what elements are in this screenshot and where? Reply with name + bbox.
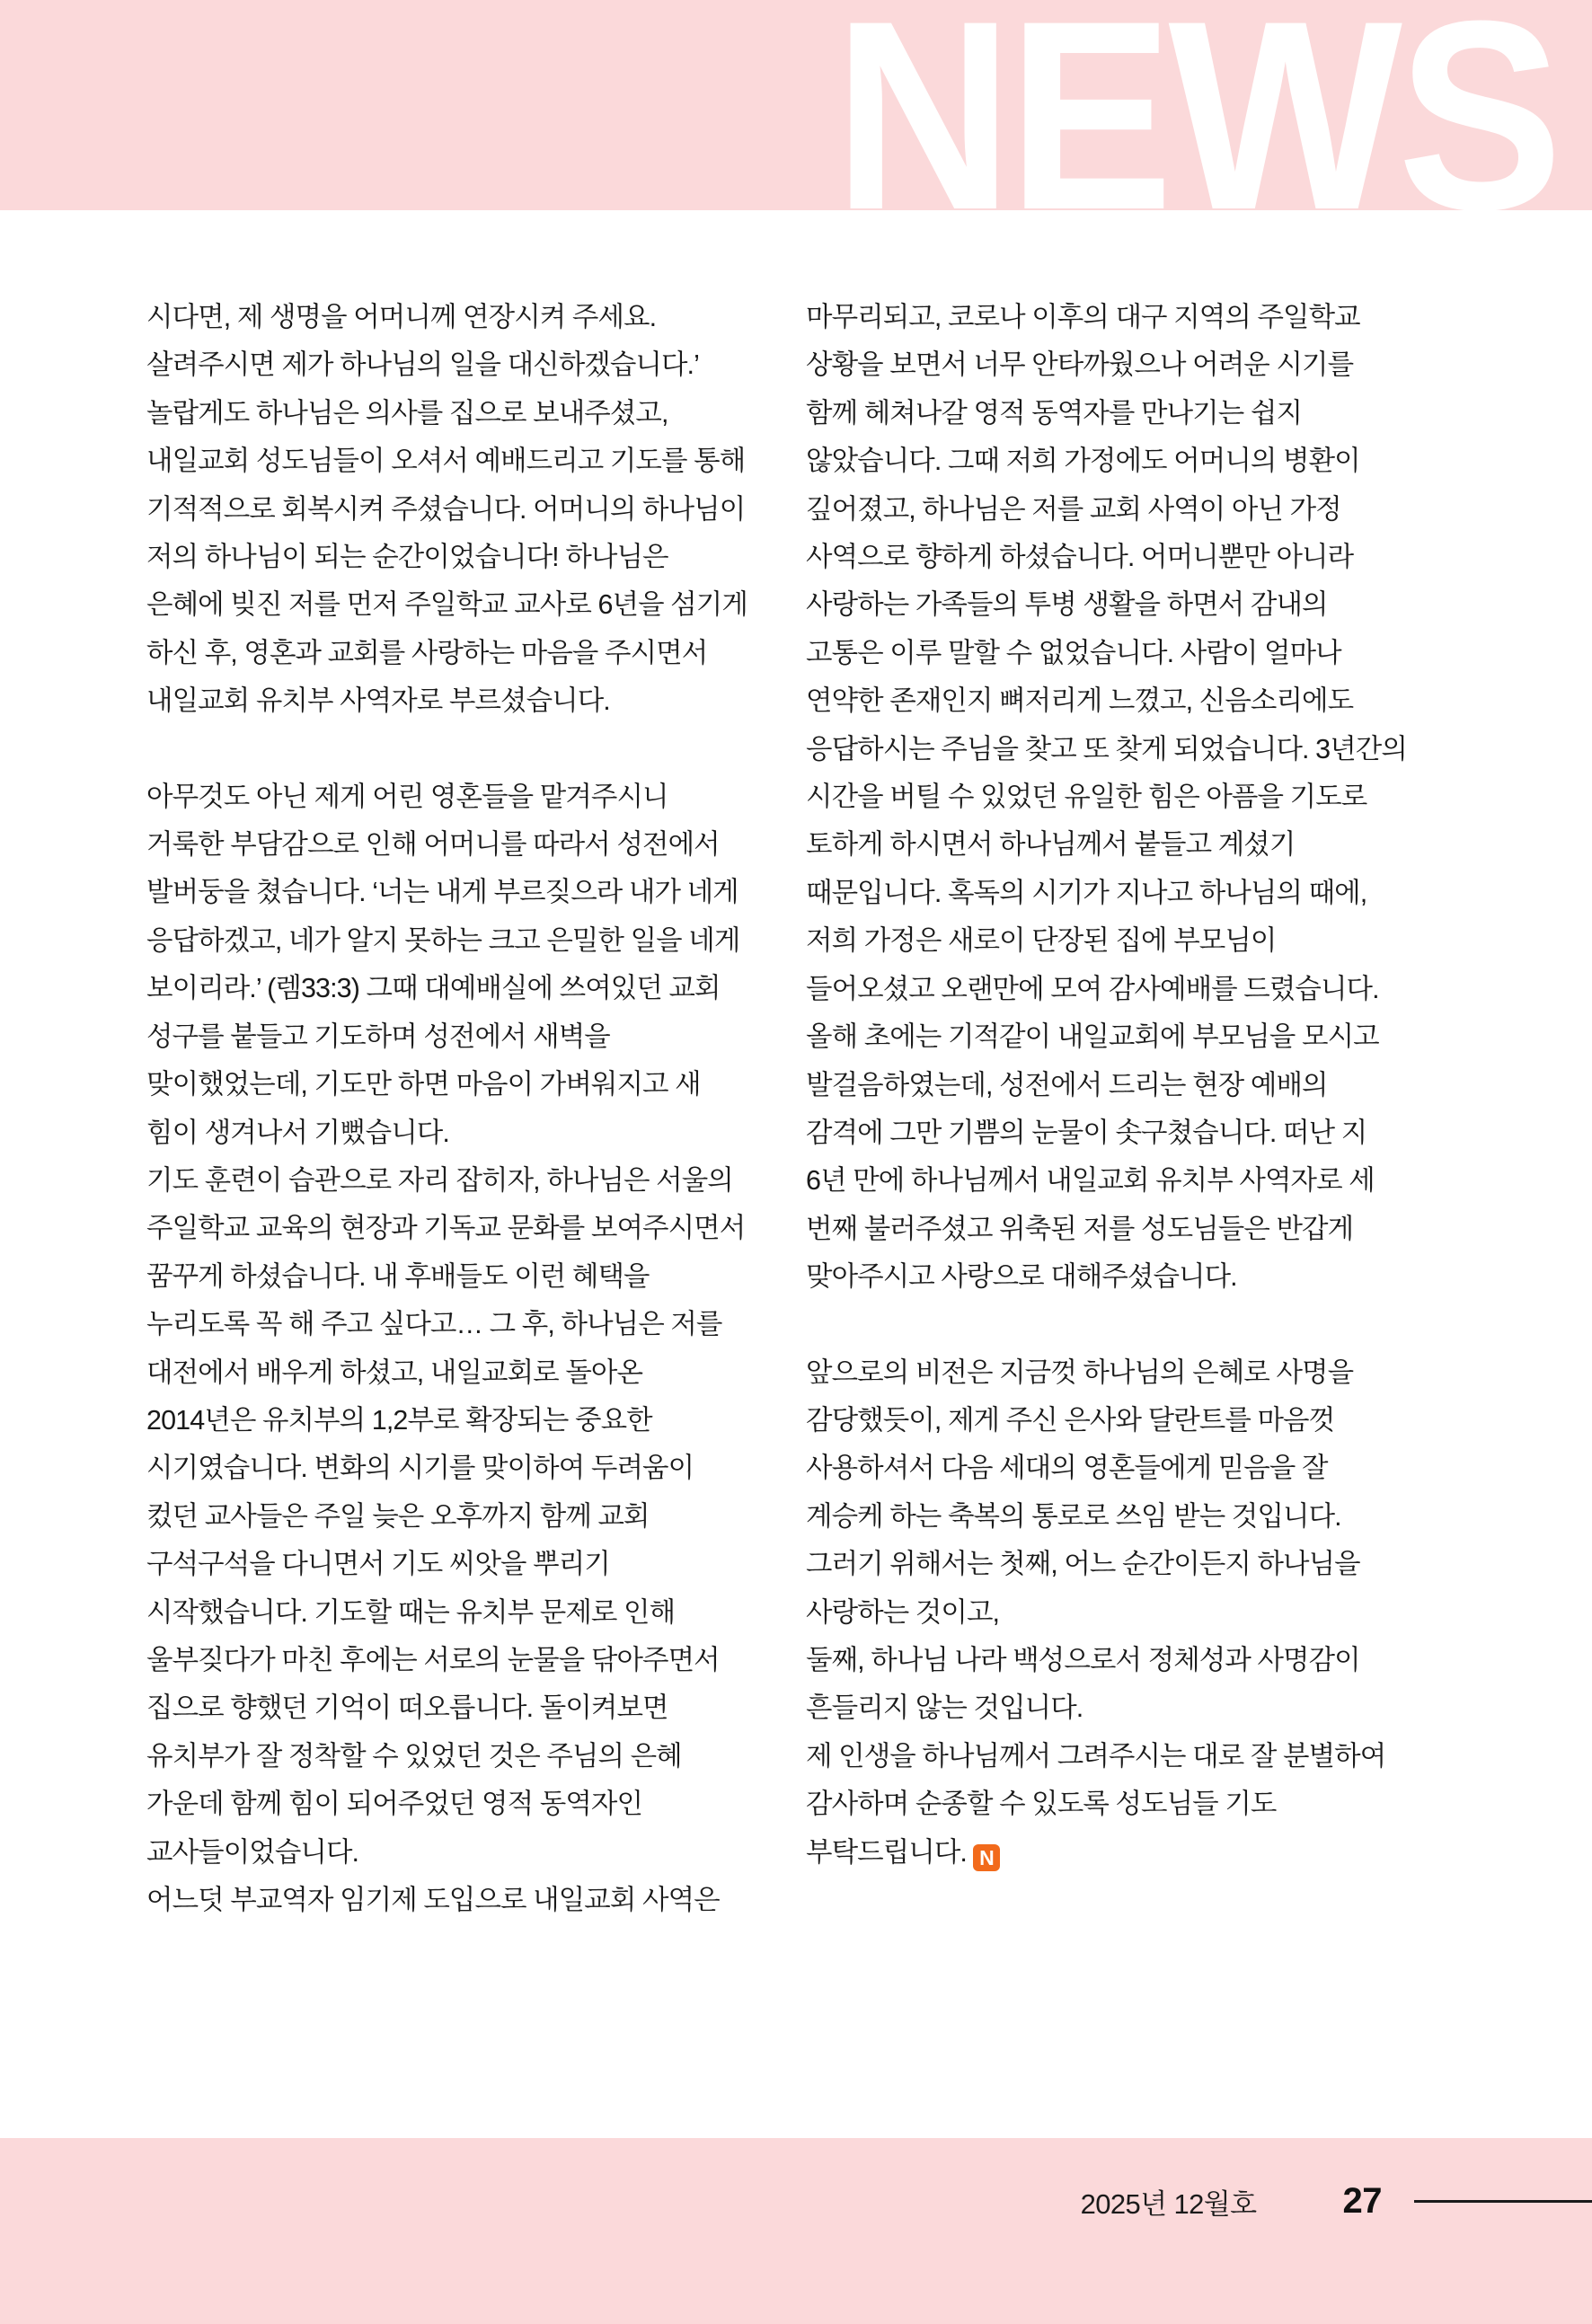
article-end-marker-icon: N — [973, 1844, 1000, 1871]
paragraph-final — [806, 1733, 1410, 1877]
paragraph: 아무것도 아닌 제게 어린 영혼들을 맡겨주시니 거룩한 부담감으로 인해 어머니를 따라서 성전에서 발버둥을 쳤습니다. ‘너는 내게 부르짖으라 내가 네게 응답하겠고, 네가 알지 못하는 크고 은밀한 일을 네게 보이리라.’ (렘33:3) 그때 대예배실에 쓰여있던 교회 성구를 붙들고 기도하며 성전에서 새벽을 맞이했었는데, 기도만 하면 마음이 가벼워지고 새 힘이 생겨나서 기뻤습니다. — [146, 781, 740, 1148]
footer-content — [0, 2174, 1592, 2228]
paragraph: 둘째, 하나님 나라 백성으로서 정체성과 사명감이 흔들리지 않는 것입니다. — [806, 1644, 1360, 1724]
issue-label: 2025년 12월호 — [1080, 2187, 1257, 2220]
paragraph-text: 제 인생을 하나님께서 그려주시는 대로 잘 분별하여 감사하며 순종할 수 있도록 성도님들 기도 부탁드립니다. — [806, 1740, 1386, 1868]
paragraph: 기도 훈련이 습관으로 자리 잡히자, 하나님은 서울의 주일학교 교육의 현장과 기독교 문화를 보여주시면서 꿈꾸게 하셨습니다. 내 후배들도 이런 혜택을 누리도록 꼭 해 주고 싶다고… 그 후, 하나님은 저를 대전에서 배우게 하셨고, 내일교회로 돌아온 2014년은 유치부의 1,2부로 확장되는 중요한 시기였습니다. 변화의 시기를 맞이하여 두려움이 컸던 교사들은 주일 늦은 오후까지 함께 교회 구석구석을 다니면서 기도 씨앗을 뿌리기 시작했습니다. 기도할 때는 유치부 문제로 인해 울부짖다가 마친 후에는 서로의 눈물을 닦아주면서 집으로 향했던 기억이 떠오릅니다. 돌이켜보면 유치부가 잘 정착할 수 있었던 것은 주님의 은혜 가운데 함께 힘이 되어주었던 영적 동역자인 교사들이었습니다. — [146, 1164, 746, 1868]
masthead-title: NEWS — [834, 0, 1558, 266]
paragraph: 어느덧 부교역자 임기제 도입으로 내일교회 사역은 — [146, 1885, 720, 1915]
masthead-band — [0, 0, 1592, 266]
paragraph: 앞으로의 비전은 지금껏 하나님의 은혜로 사명을 감당했듯이, 제게 주신 은사와 달란트를 마음껏 사용하셔서 다음 세대의 영혼들에게 믿음을 잘 계승케 하는 축복의 통로로 쓰임 받는 것입니다. — [806, 1356, 1354, 1532]
left-column — [146, 294, 750, 1924]
paragraph: 마무리되고, 코로나 이후의 대구 지역의 주일학교 상황을 보면서 너무 안타까웠으나 어려운 시기를 함께 헤쳐나갈 영적 동역자를 만나기는 쉽지 않았습니다. 그때 저희 가정에도 어머니의 병환이 깊어졌고, 하나님은 저를 교회 사역이 아닌 가정 사역으로 향하게 하셨습니다. 어머니뿐만 아니라 사랑하는 가족들의 투병 생활을 하면서 감내의 고통은 이루 말할 수 없었습니다. 사람이 얼마나 연약한 존재인지 뼈저리게 느꼈고, 신음소리에도 응답하시는 주님을 찾고 또 찾게 되었습니다. 3년간의 시간을 버틸 수 있었던 유일한 힘은 아픔을 기도로 토하게 하시면서 하나님께서 붙들고 계셨기 때문입니다. 혹독의 시기가 지나고 하나님의 때에, 저희 가정은 새로이 단장된 집에 부모님이 들어오셨고 오랜만에 모여 감사예배를 드렸습니다. — [806, 302, 1407, 1004]
article-body — [0, 294, 1592, 1924]
footer-rule — [1414, 2200, 1592, 2203]
paragraph: 그러기 위해서는 첫째, 어느 순간이든지 하나님을 사랑하는 것이고, — [806, 1549, 1360, 1628]
paragraph: 시다면, 제 생명을 어머니께 연장시켜 주세요. 살려주시면 제가 하나님의 일을 대신하겠습니다.’ 놀랍게도 하나님은 의사를 집으로 보내주셨고, 내일교회 성도님들이 오셔서 예배드리고 기도를 통해 기적적으로 회복시켜 주셨습니다. 어머니의 하나님이 저의 하나님이 되는 순간이었습니다! 하나님은 은혜에 빚진 저를 먼저 주일학교 교사로 6년을 섬기게 하신 후, 영혼과 교회를 사랑하는 마음을 주시면서 내일교회 유치부 사역자로 부르셨습니다. — [146, 302, 747, 717]
page-number: 27 — [1342, 2180, 1382, 2221]
paragraph: 올해 초에는 기적같이 내일교회에 부모님을 모시고 발걸음하였는데, 성전에서 드리는 현장 예배의 감격에 그만 기쁨의 눈물이 솟구쳤습니다. 떠난 지 6년 만에 하나님께서 내일교회 유치부 사역자로 세 번째 불러주셨고 위축된 저를 성도님들은 반갑게 맞아주시고 사랑으로 대해주셨습니다. — [806, 1021, 1379, 1293]
footer-band — [0, 2138, 1592, 2324]
right-column — [806, 294, 1410, 1924]
